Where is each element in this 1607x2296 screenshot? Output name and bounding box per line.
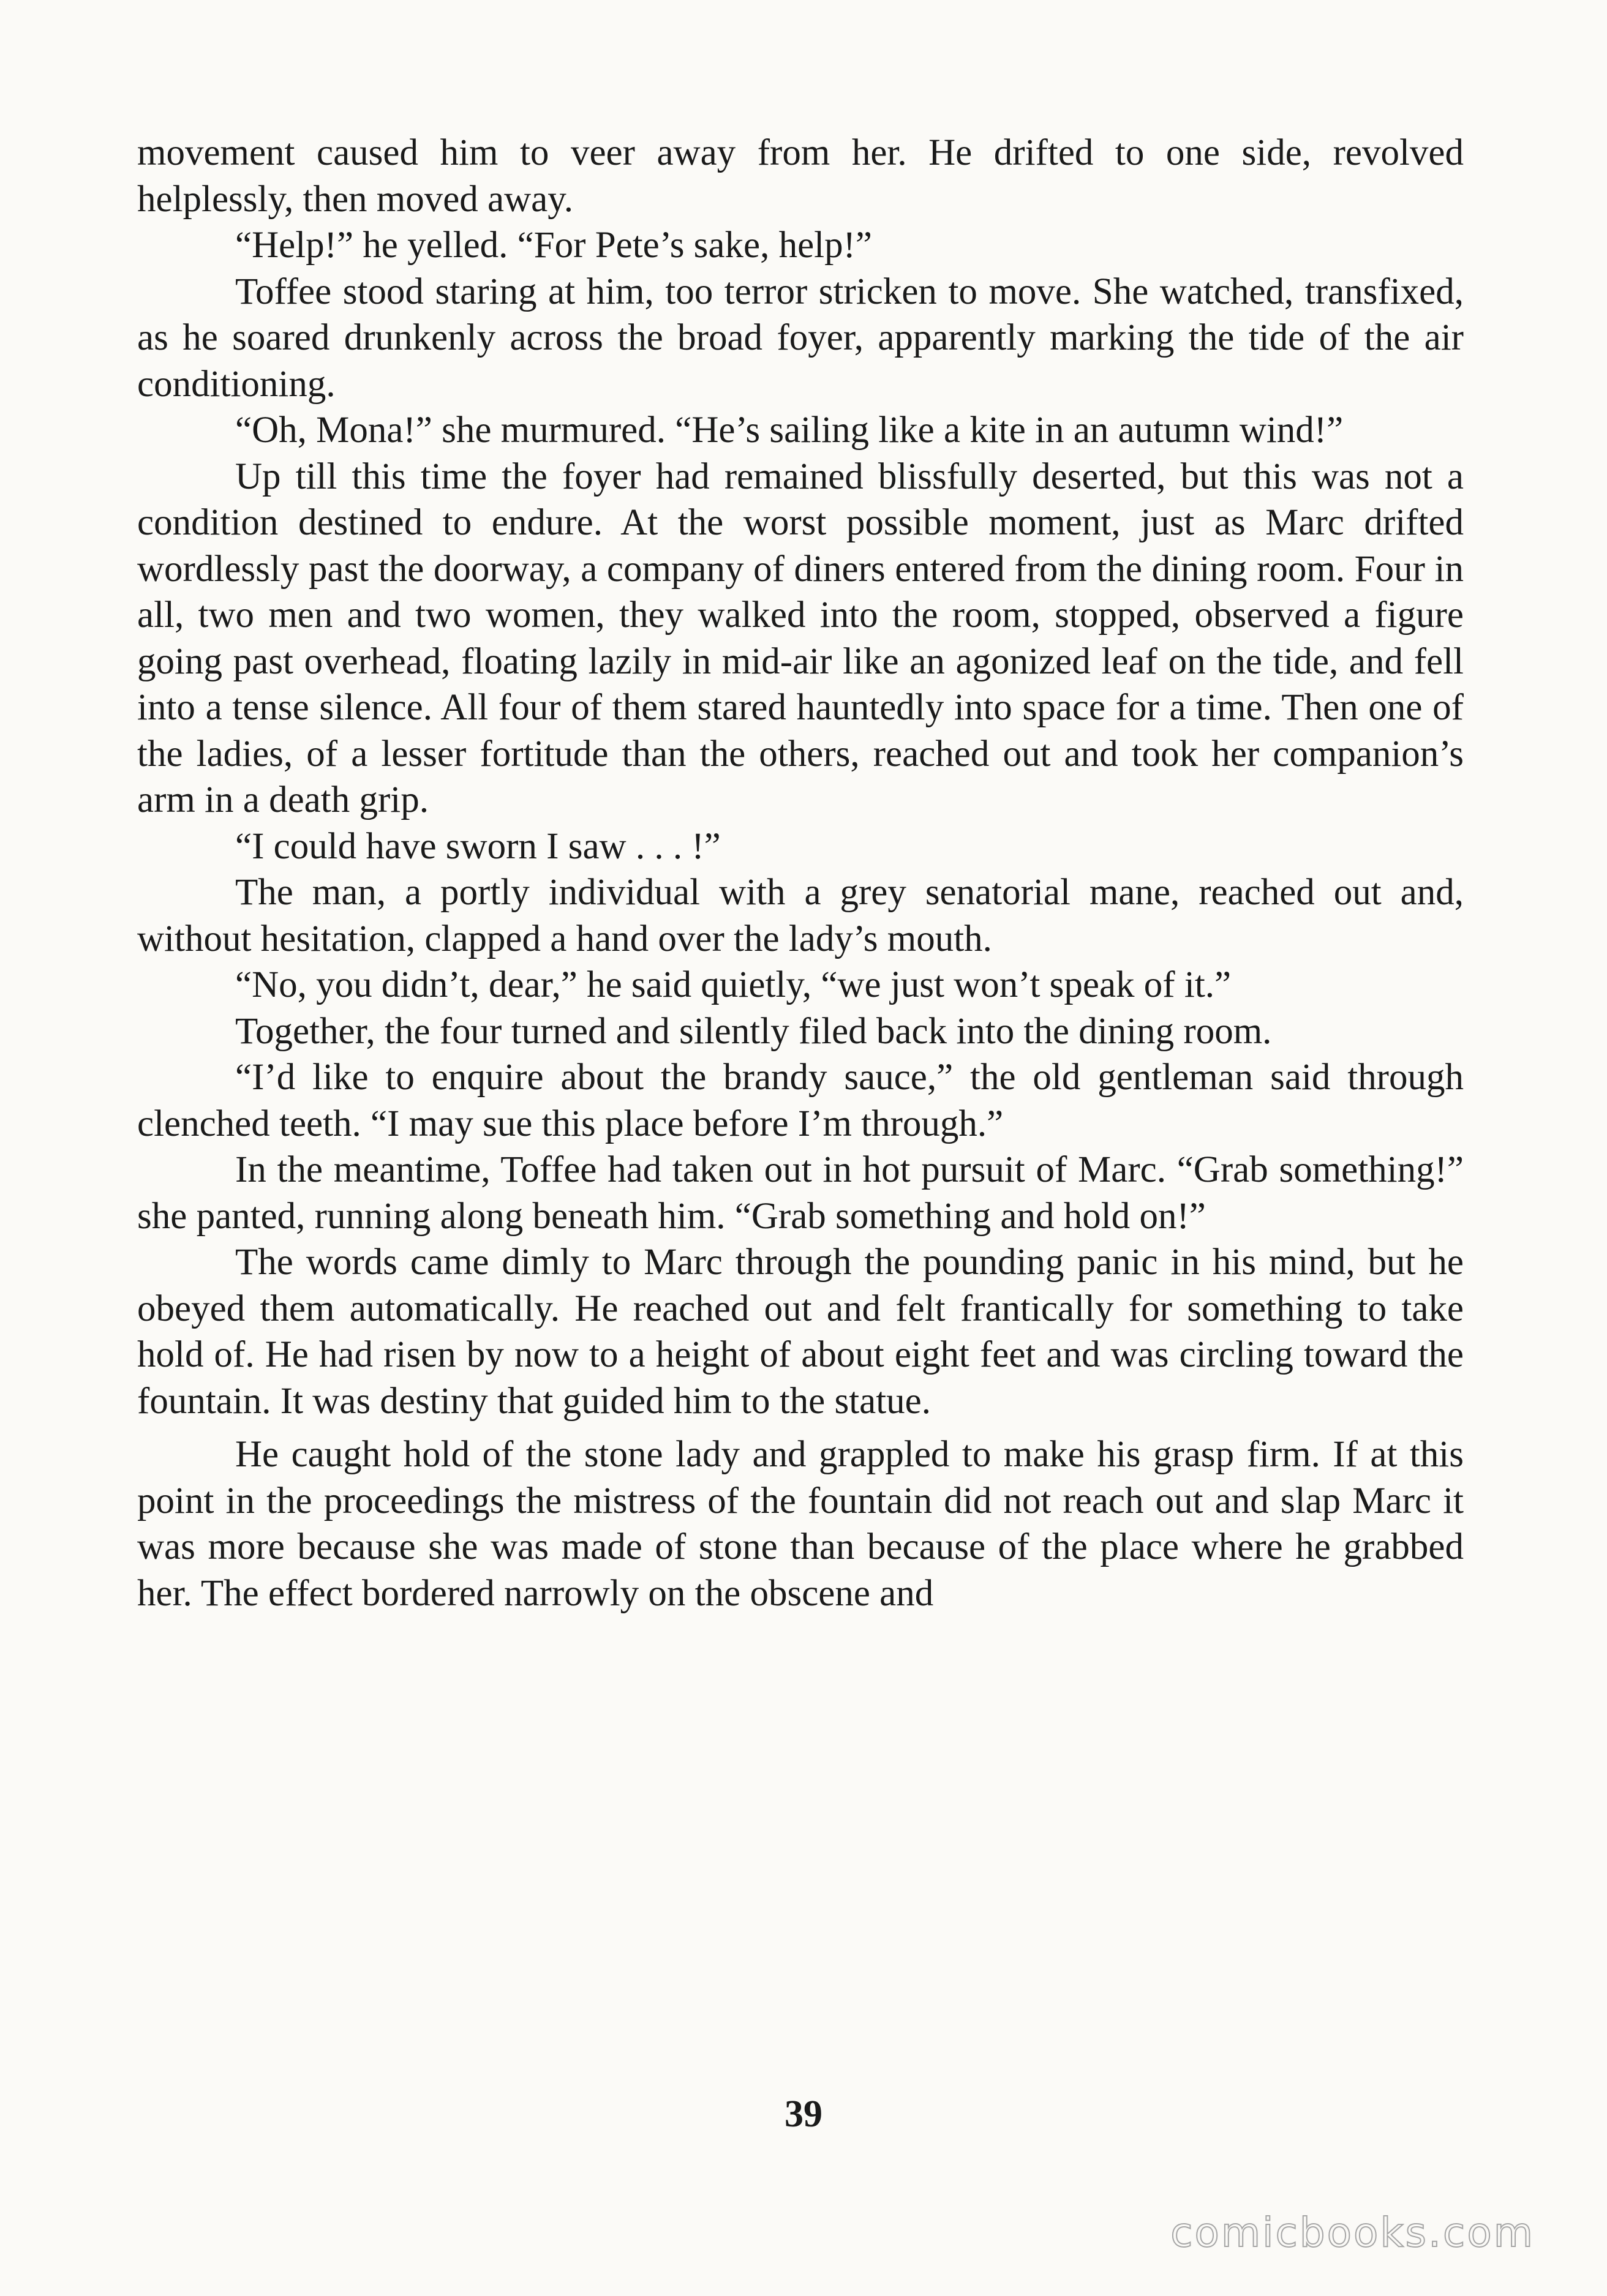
paragraph: In the meantime, Toffee had taken out in hot pursuit of Marc. “Grab something!” she panted, running along beneath him. “Grab something and hold on!” (137, 1149, 1464, 1237)
paragraph: The words came dimly to Marc through the pounding panic in his mind, but he obeyed them automatically. He reached out and felt frantically for something to take hold of. He had risen by now to a height of about eight feet and was circling toward the fountain. It was destiny that guided him to the statue. (137, 1242, 1464, 1422)
paragraph: “Help!” he yelled. “For Pete’s sake, help!” (235, 225, 872, 266)
body-text (137, 130, 1464, 1616)
paragraph: “I’d like to enquire about the brandy sauce,” the old gentleman said through clenched teeth. “I may sue this place before I’m through.” (137, 1057, 1464, 1144)
watermark-logo: comicbooks.com (1170, 2209, 1535, 2256)
paragraph: “No, you didn’t, dear,” he said quietly, “we just won’t speak of it.” (235, 964, 1232, 1005)
paragraph: He caught hold of the stone lady and grappled to make his grasp firm. If at this point in the proceedings the mistress of the fountain did not reach out and slap Marc it was more because she was made of stone than because of the place where he grabbed her. The effect bordered narrowly on the obscene and (137, 1434, 1464, 1614)
paragraph: movement caused him to veer away from her. He drifted to one side, revolved helplessly, then moved away. (137, 132, 1464, 220)
paragraph: “Oh, Mona!” she murmured. “He’s sailing like a kite in an autumn wind!” (235, 410, 1344, 451)
paragraph: Toffee stood staring at him, too terror stricken to move. She watched, transfixed, as he soared drunkenly across the broad foyer, apparently marking the tide of the air conditioning. (137, 271, 1464, 405)
paragraph: Together, the four turned and silently filed back into the dining room. (235, 1010, 1272, 1052)
paragraph: The man, a portly individual with a grey senatorial mane, reached out and, without hesitation, clapped a hand over the lady’s mouth. (137, 872, 1464, 959)
paragraph: “I could have sworn I saw . . . !” (235, 825, 721, 867)
page-number: 39 (785, 2093, 822, 2135)
paragraph: Up till this time the foyer had remained blissfully deserted, but this was not a condition destined to endure. At the worst possible moment, just as Marc drifted wordlessly past the doorway, a company of diners entered from the dining room. Four in all, two men and two women, they walked into the room, stopped, observed a figure going past overhead, floating lazily in mid-air like an agonized leaf on the tide, and fell into a tense silence. All four of them stared hauntedly into space for a time. Then one of the ladies, of a lesser fortitude than the others, reached out and took her companion’s arm in a death grip. (137, 456, 1464, 820)
